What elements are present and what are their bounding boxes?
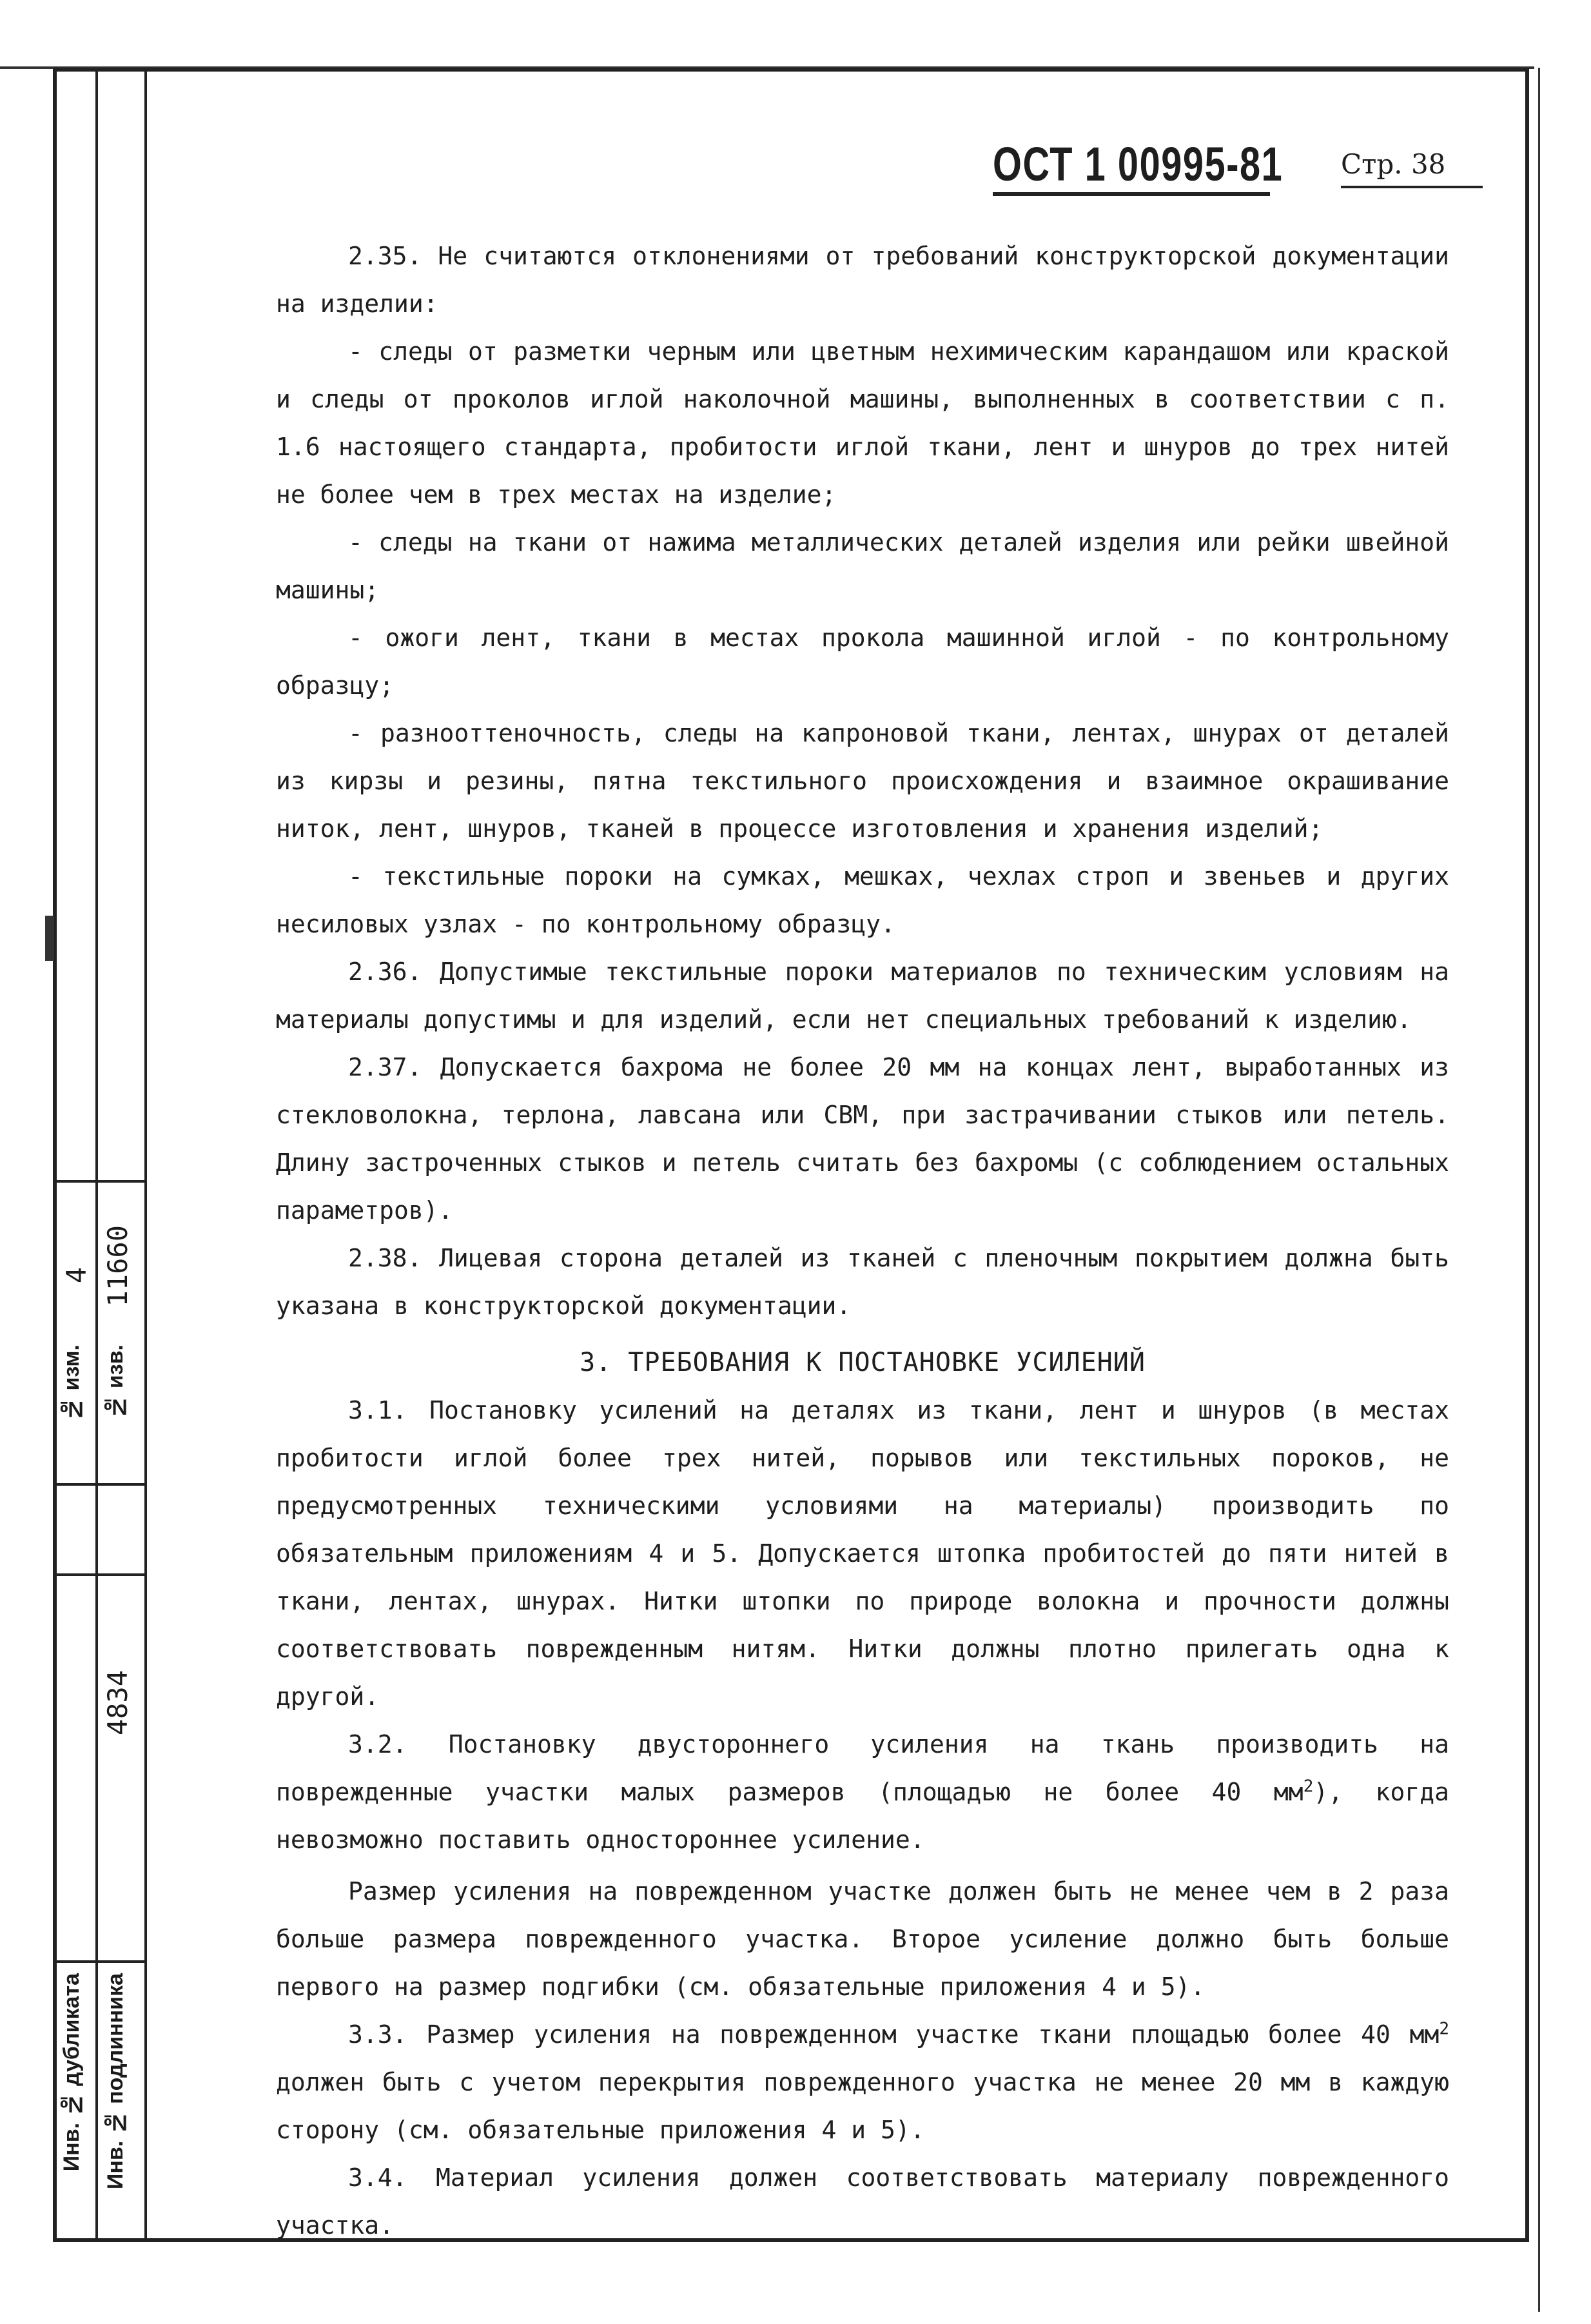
- paragraph-3-3-text: 3.3. Размер усиления на поврежденном участке ткани площадью более 40 мм: [348, 2020, 1440, 2049]
- page-number-underline: [1341, 186, 1483, 188]
- page-header: [993, 137, 1483, 195]
- superscript: 2: [1303, 1777, 1314, 1797]
- paragraph-2-36: 2.36. Допустимые текстильные пороки материалов по техническим условиям на материалы допустимы и для изделий, если нет специальных требований к изделию.: [276, 958, 1449, 1034]
- paragraph-3-2-continued: Размер усиления на поврежденном участке должен быть не менее чем в 2 раза больше размера поврежденного участка. Второе усиление должно быть больше первого на размер подгибки (см. обязательные приложения 4 и 5).: [276, 1877, 1449, 2001]
- notice-no-value: 11660: [102, 1225, 133, 1307]
- original-inv-value: 4834: [102, 1670, 133, 1736]
- paragraph-3-2-text: 3.2. Постановку двустороннего усиления на ткань производить на поврежденные участки малых размеров (площадью не более 40 мм: [276, 1730, 1449, 1806]
- change-no-value: 4: [61, 1267, 92, 1284]
- paragraph-2-35-item: - следы на ткани от нажима металлических деталей изделия или рейки швейной машины;: [276, 528, 1449, 604]
- paragraph-3-3-text-end: должен быть с учетом перекрытия поврежденного участка не менее 20 мм в каждую сторону (см. обязательные приложения 4 и 5).: [276, 2068, 1449, 2144]
- document-code: ОСТ 1 00995-81: [993, 137, 1284, 191]
- paragraph-2-35-item: - ожоги лент, ткани в местах прокола машинной иглой - по контрольному образцу;: [276, 624, 1449, 700]
- original-inv-label: Инв. № подлинника: [103, 1973, 128, 2190]
- document-body: [276, 232, 1449, 2249]
- paragraph-3-2-text-end: ), когда невозможно поставить одностороннее усиление.: [276, 1778, 1449, 1854]
- paragraph-3-4: 3.4. Материал усиления должен соответствовать материалу поврежденного участка.: [276, 2163, 1449, 2240]
- strip-divider: [95, 68, 98, 2242]
- paragraph-2-35-item: - следы от разметки черным или цветным нехимическим карандашом или краской и следы от проколов иглой наколочной машины, выполненных в соответствии с п. 1.6 настоящего стандарта, пробитости иглой ткани, лент и шнуров до трех нитей не более чем в трех местах на изделие;: [276, 337, 1449, 509]
- superscript: 2: [1439, 2019, 1449, 2039]
- paragraph-3-1: 3.1. Постановку усилений на деталях из ткани, лент и шнуров (в местах пробитости иглой более трех нитей, порывов или текстильных пороков, не предусмотренных техническими условиями на материалы) производить по обязательным приложениям 4 и 5. Допускается штопка пробитостей до пяти нитей в ткани, лентах, шнурах. Нитки штопки по природе волокна и прочности должны соответствовать поврежденным нитям. Нитки должны плотно прилегать одна к другой.: [276, 1396, 1449, 1711]
- right-margin-line: [1538, 68, 1540, 2312]
- strip-line: [53, 1573, 147, 1576]
- duplicate-inv-label: Инв. № дубликата: [59, 1973, 84, 2172]
- paragraph-2-35-item: - текстильные пороки на сумках, мешках, чехлах строп и звеньев и других несиловых узлах - по контрольному образцу.: [276, 862, 1449, 938]
- paragraph-2-38: 2.38. Лицевая сторона деталей из тканей с пленочным покрытием должна быть указана в конструкторской документации.: [276, 1244, 1449, 1320]
- left-stamp-strip: [53, 68, 147, 2242]
- strip-line: [53, 1180, 147, 1183]
- paragraph-2-35: 2.35. Не считаются отклонениями от требований конструкторской документации на изделии:: [276, 242, 1449, 318]
- paragraph-2-35-item: - разнооттеночность, следы на капроновой ткани, лентах, шнурах от деталей из кирзы и резины, пятна текстильного происхождения и взаимное окрашивание ниток, лент, шнуров, тканей в процессе изготовления и хранения изделий;: [276, 719, 1449, 843]
- paragraph-3-3: [276, 2011, 1449, 2154]
- change-no-label: № изм.: [59, 1344, 84, 1421]
- paragraph-2-37: 2.37. Допускается бахрома не более 20 мм на концах лент, выработанных из стекловолокна, терлона, лавсана или СВМ, при застрачивании стыков или петель. Длину застроченных стыков и петель считать без бахромы (с соблюдением остальных параметров).: [276, 1053, 1449, 1225]
- page-number: Стр. 38: [1341, 148, 1446, 180]
- strip-line: [53, 1960, 147, 1963]
- section-title: 3. ТРЕБОВАНИЯ К ПОСТАНОВКЕ УСИЛЕНИЙ: [580, 1348, 1146, 1377]
- document-code-underline: [993, 192, 1270, 196]
- notice-no-label: № изв.: [103, 1344, 128, 1419]
- paragraph-3-2: [276, 1720, 1449, 1864]
- strip-line: [53, 1483, 147, 1486]
